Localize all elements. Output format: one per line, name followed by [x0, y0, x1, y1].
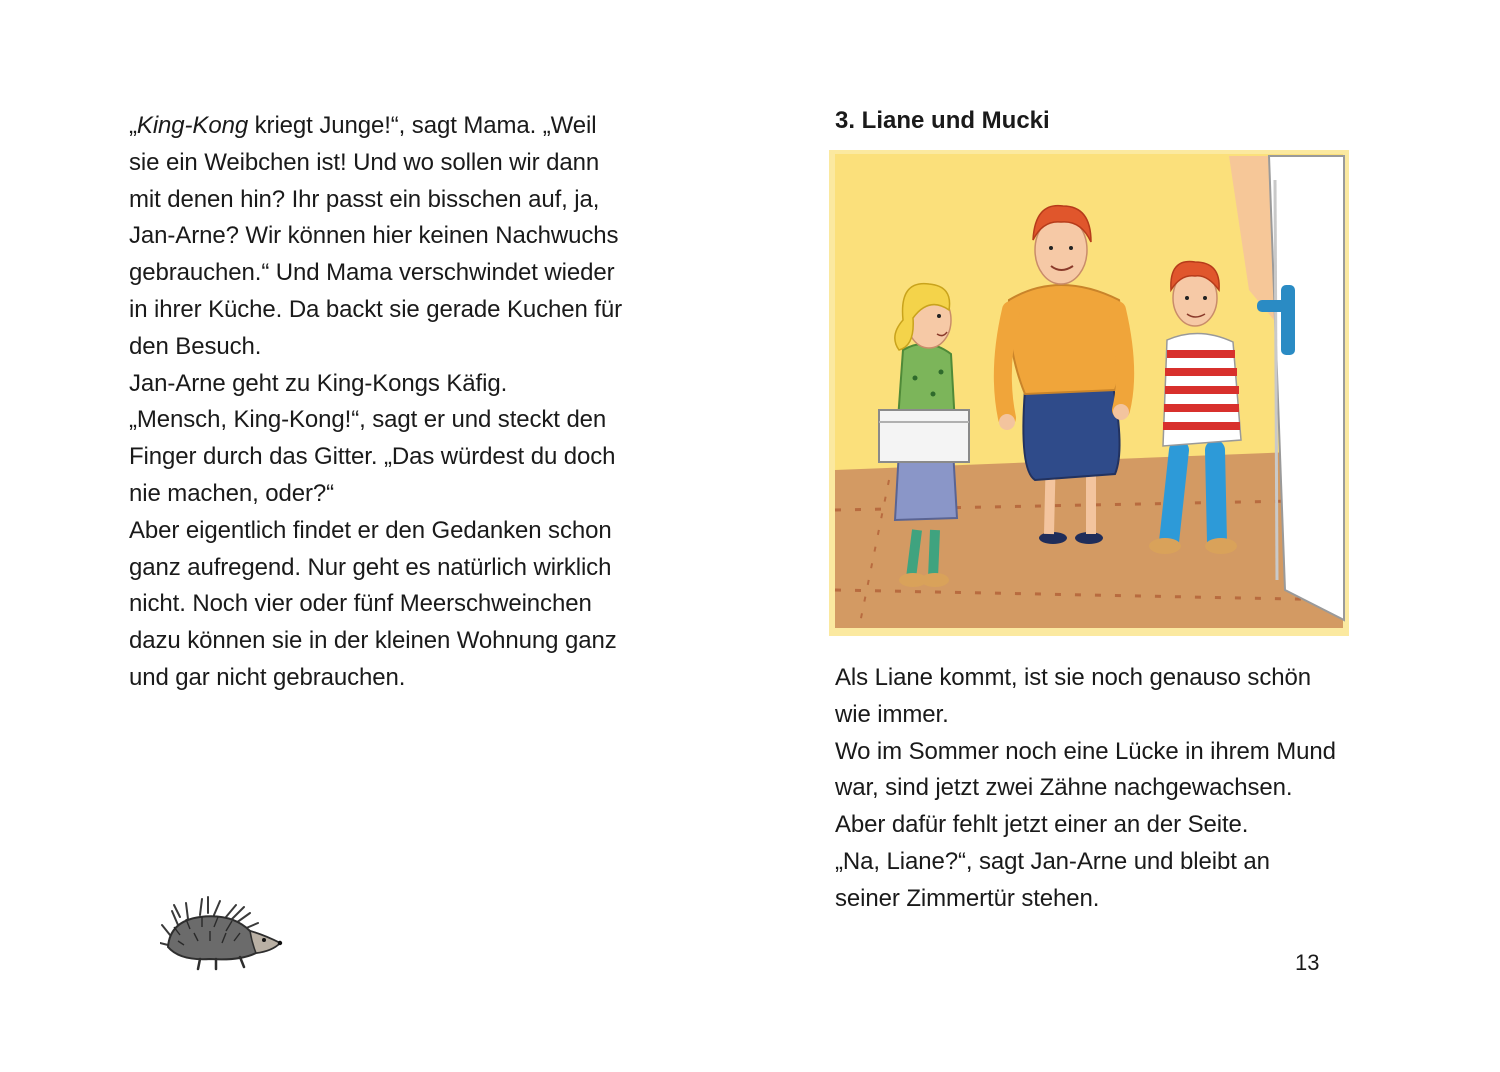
- text-line: und gar nicht gebrauchen.: [129, 663, 406, 691]
- right-page: [750, 0, 1500, 1072]
- text-line: war, sind jetzt zwei Zähne nachgewachsen.: [835, 774, 1293, 802]
- text-line: Finger durch das Gitter. „Das würdest du doch: [129, 443, 616, 471]
- text-line: „King-Kong kriegt Junge!“, sagt Mama. „Weil: [129, 112, 597, 139]
- chapter-title: 3. Liane und Mucki: [835, 107, 1050, 134]
- text-line: nie machen, oder?“: [129, 479, 334, 507]
- text-line: Wo im Sommer noch eine Lücke in ihrem Mund: [835, 737, 1336, 765]
- text-line: gebrauchen.“ Und Mama verschwindet wieder: [129, 259, 615, 287]
- text-line: wie immer.: [835, 700, 949, 728]
- text-line: „Na, Liane?“, sagt Jan-Arne und bleibt an: [835, 847, 1270, 875]
- text-line: sie ein Weibchen ist! Und wo sollen wir dann: [129, 148, 600, 176]
- text-line: dazu können sie in der kleinen Wohnung ganz: [129, 627, 617, 655]
- text-line: Jan-Arne geht zu King-Kongs Käfig.: [129, 369, 508, 397]
- left-paragraph: [129, 108, 689, 697]
- hedgehog-icon: [160, 895, 288, 977]
- text-line: Aber dafür fehlt jetzt einer an der Seite.: [835, 811, 1249, 839]
- text-line: Aber eigentlich findet er den Gedanken schon: [129, 516, 612, 544]
- scene-illustration: [829, 150, 1349, 636]
- text-line: ganz aufregend. Nur geht es natürlich wirklich: [129, 553, 612, 581]
- text-line: „Mensch, King-Kong!“, sagt er und steckt den: [129, 406, 607, 434]
- text-line: seiner Zimmertür stehen.: [835, 884, 1100, 912]
- text-line: mit denen hin? Ihr passt ein bisschen auf, ja,: [129, 185, 600, 213]
- text-line: nicht. Noch vier oder fünf Meerschweinchen: [129, 590, 592, 618]
- text-line: den Besuch.: [129, 332, 262, 360]
- text-line: Als Liane kommt, ist sie noch genauso schön: [835, 664, 1311, 691]
- text-line: Jan-Arne? Wir können hier keinen Nachwuchs: [129, 222, 619, 250]
- text-line: in ihrer Küche. Da backt sie gerade Kuchen für: [129, 295, 623, 323]
- page-number: 13: [1295, 950, 1320, 975]
- right-paragraph: [835, 660, 1395, 918]
